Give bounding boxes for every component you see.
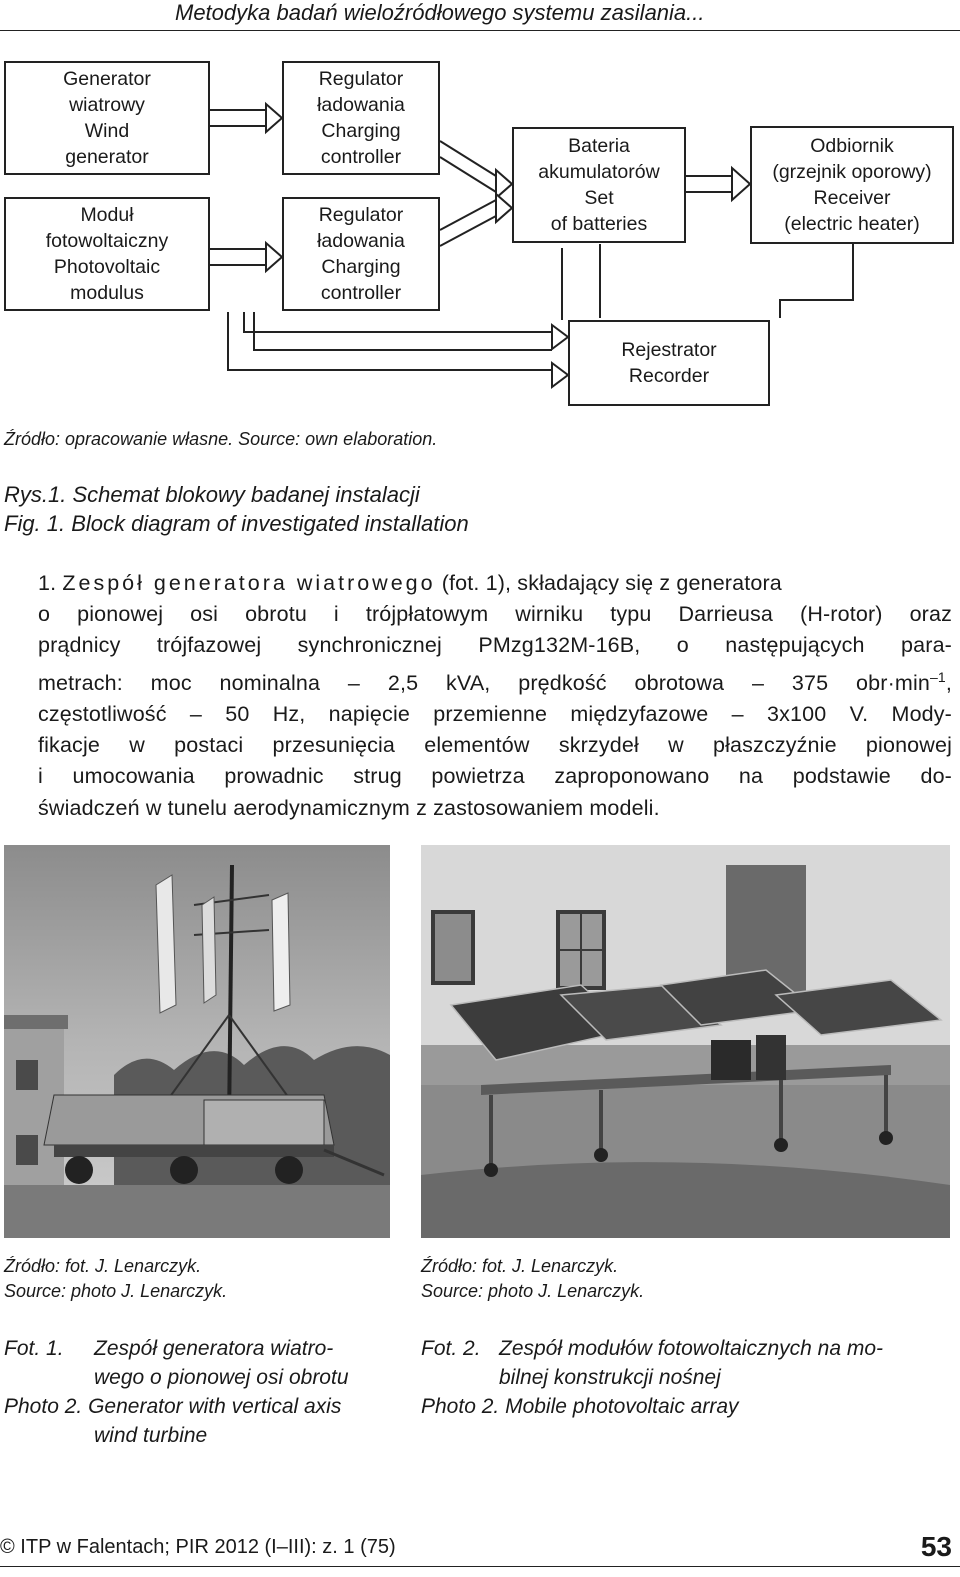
photo1-source-pl: Źródło: fot. J. Lenarczyk. (4, 1256, 202, 1276)
figure-source: Źródło: opracowanie własne. Source: own elaboration. (4, 429, 438, 449)
photo2-source-en: Source: photo J. Lenarczyk. (421, 1281, 645, 1301)
wind-generator-box: Generator wiatrowy Wind generator (4, 61, 210, 175)
photo1-source-en: Source: photo J. Lenarczyk. (4, 1281, 228, 1301)
photo2-caption: Fot. 2. Zespół modułów fotowoltaicznych na mo- bilnej konstrukcji nośnej Photo 2. Mobile photovoltaic array (421, 1337, 884, 1418)
body-paragraph: 1. Zespół generatora wiatrowego (fot. 1), składający się z generatora o pionowej osi obrotu i trójpłatowym wirniku typu Darrieusa (H-rotor) oraz prądnicy trójfazowej synchronicznej PMzg132M-16B, o następujących para- metrach: moc nominalna – 2,5 kVA, prędkość obrotowa – 375 $obr\cdot\min^{-1}$, częstotliwość – 50 Hz, napięcie przemienne międzyfazowe – 3x100 V. Mody- fikacje w postaci przesunięcia elementów skrzydeł w płaszczyźnie pionowej i umocowania prowadnic strug powietrza zaproponowano na podstawie do- świadczeń w tunelu aerodynamicznym z zastosowaniem modeli. (38, 571, 952, 820)
charge-controller-2-box: Regulator ładowania Charging controller (282, 197, 440, 311)
figure-caption-en: Fig. 1. Block diagram of investigated installation (4, 511, 469, 536)
wind-turbine-photo (4, 845, 390, 1238)
photo2-source-pl: Źródło: fot. J. Lenarczyk. (421, 1256, 619, 1276)
photo1-caption: Fot. 1. Zespół generatora wiatro- wego o pionowej osi obrotu Photo 2. Generator with vertical axis wind turbine (4, 1337, 349, 1447)
running-title: Metodyka badań wieloźródłowego systemu zasilania... (175, 0, 705, 25)
lead-term: Zespół generatora wiatrowego (62, 571, 436, 595)
charge-controller-1-box: Regulator ładowania Charging controller (282, 61, 440, 175)
pv-array-photo (421, 845, 950, 1238)
page-number: 53 (920, 1531, 952, 1562)
battery-box: Bateria akumulatorów Set of batteries (512, 127, 686, 243)
footer-copyright: © ITP w Falentach; PIR 2012 (I–III): z. 1 (75) (0, 1536, 396, 1558)
receiver-box: Odbiornik (grzejnik oporowy) Receiver (electric heater) (750, 126, 954, 244)
footer-rule (0, 1566, 960, 1567)
recorder-box: Rejestrator Recorder (568, 320, 770, 406)
pv-module-box: Moduł fotowoltaiczny Photovoltaic modulus (4, 197, 210, 311)
figure-caption-pl: Rys.1. Schemat blokowy badanej instalacji (4, 482, 420, 507)
